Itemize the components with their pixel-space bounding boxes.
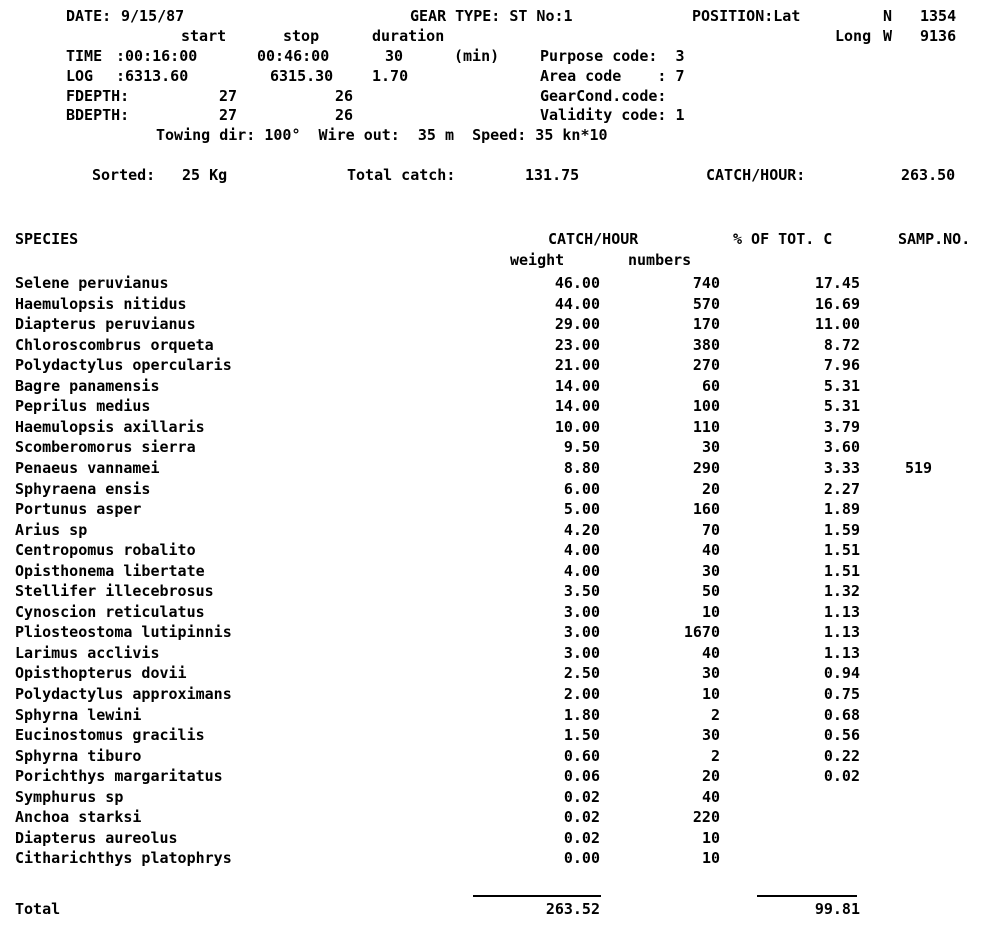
percent-value: 3.79	[823, 418, 860, 436]
numbers-value: 30	[701, 726, 720, 744]
numbers-column-header: numbers	[628, 251, 692, 269]
time-duration: 30	[385, 47, 404, 65]
species-name: Peprilus medius	[15, 397, 151, 415]
percent-value: 1.51	[823, 562, 860, 580]
column-start-label: start	[181, 27, 227, 45]
percent-value: 5.31	[823, 377, 860, 395]
percent-value: 0.56	[823, 726, 860, 744]
weight-value: 2.00	[563, 685, 600, 703]
log-start: :6313.60	[116, 67, 189, 85]
area-code: Area code : 7	[540, 67, 685, 85]
species-column-header: SPECIES	[15, 230, 79, 248]
percent-value: 1.13	[823, 603, 860, 621]
percent-value: 17.45	[814, 274, 860, 292]
total-catch-label: Total catch:	[347, 166, 456, 184]
weight-value: 6.00	[563, 480, 600, 498]
numbers-value: 2	[710, 747, 720, 765]
weight-value: 44.00	[554, 295, 600, 313]
weight-value: 5.00	[563, 500, 600, 518]
weight-value: 4.00	[563, 562, 600, 580]
gear-cond-code: GearCond.code:	[540, 87, 667, 105]
weight-value: 3.00	[563, 644, 600, 662]
percent-value: 0.02	[823, 767, 860, 785]
species-name: Sphyrna lewini	[15, 706, 142, 724]
numbers-value: 10	[701, 685, 720, 703]
bdepth-stop: 26	[335, 106, 354, 124]
position-label: POSITION:Lat	[692, 7, 801, 25]
column-stop-label: stop	[283, 27, 320, 45]
weight-value: 14.00	[554, 377, 600, 395]
weight-value: 1.50	[563, 726, 600, 744]
total-label: Total	[15, 900, 61, 918]
catch-hour-value: 263.50	[901, 166, 956, 184]
numbers-value: 740	[692, 274, 720, 292]
species-name: Polydactylus approximans	[15, 685, 232, 703]
weight-value: 9.50	[563, 438, 600, 456]
percent-total-rule	[757, 895, 857, 897]
species-name: Centropomus robalito	[15, 541, 196, 559]
species-name: Scomberomorus sierra	[15, 438, 196, 456]
species-name: Cynoscion reticulatus	[15, 603, 205, 621]
sample-number-column-header: SAMP.NO.	[898, 230, 971, 248]
log-label: LOG	[66, 67, 94, 85]
percent-value: 8.72	[823, 336, 860, 354]
numbers-value: 20	[701, 767, 720, 785]
species-name: Opisthopterus dovii	[15, 664, 187, 682]
numbers-value: 60	[701, 377, 720, 395]
validity-code: Validity code: 1	[540, 106, 685, 124]
percent-value: 1.89	[823, 500, 860, 518]
numbers-value: 10	[701, 829, 720, 847]
species-name: Arius sp	[15, 521, 88, 539]
species-name: Portunus asper	[15, 500, 142, 518]
species-name: Diapterus aureolus	[15, 829, 178, 847]
date-value: 9/15/87	[121, 7, 185, 25]
numbers-value: 110	[692, 418, 720, 436]
species-name: Selene peruvianus	[15, 274, 169, 292]
numbers-value: 30	[701, 438, 720, 456]
weight-value: 23.00	[554, 336, 600, 354]
species-name: Pliosteostoma lutipinnis	[15, 623, 232, 641]
numbers-value: 380	[692, 336, 720, 354]
weight-value: 0.06	[563, 767, 600, 785]
species-name: Diapterus peruvianus	[15, 315, 196, 333]
percent-value: 3.60	[823, 438, 860, 456]
weight-value: 0.02	[563, 829, 600, 847]
numbers-value: 50	[701, 582, 720, 600]
lat-hemisphere: N	[883, 7, 893, 25]
time-start: :00:16:00	[116, 47, 198, 65]
bdepth-start: 27	[219, 106, 238, 124]
numbers-value: 160	[692, 500, 720, 518]
species-name: Citharichthys platophrys	[15, 849, 232, 867]
catch-hour-column-header: CATCH/HOUR	[548, 230, 639, 248]
log-stop: 6315.30	[270, 67, 334, 85]
bdepth-label: BDEPTH:	[66, 106, 130, 124]
fdepth-label: FDEPTH:	[66, 87, 130, 105]
weight-column-header: weight	[510, 251, 565, 269]
weight-value: 0.02	[563, 808, 600, 826]
species-name: Sphyraena ensis	[15, 480, 151, 498]
percent-value: 16.69	[814, 295, 860, 313]
species-name: Haemulopsis nitidus	[15, 295, 187, 313]
percent-value: 11.00	[814, 315, 860, 333]
weight-value: 14.00	[554, 397, 600, 415]
towing-line: Towing dir: 100° Wire out: 35 m Speed: 35 kn*10	[156, 126, 608, 144]
weight-value: 8.80	[563, 459, 600, 477]
species-name: Penaeus vannamei	[15, 459, 160, 477]
percent-value: 1.13	[823, 644, 860, 662]
weight-value: 4.00	[563, 541, 600, 559]
time-label: TIME	[66, 47, 103, 65]
weight-value: 10.00	[554, 418, 600, 436]
numbers-value: 10	[701, 603, 720, 621]
fdepth-stop: 26	[335, 87, 354, 105]
long-label: Long	[835, 27, 872, 45]
numbers-value: 30	[701, 562, 720, 580]
numbers-value: 10	[701, 849, 720, 867]
percent-value: 1.51	[823, 541, 860, 559]
sorted-label: Sorted:	[92, 166, 156, 184]
total-catch-value: 131.75	[525, 166, 580, 184]
numbers-value: 40	[701, 541, 720, 559]
total-weight: 263.52	[545, 900, 600, 918]
percent-value: 3.33	[823, 459, 860, 477]
species-name: Sphyrna tiburo	[15, 747, 142, 765]
numbers-value: 1670	[683, 623, 720, 641]
numbers-value: 100	[692, 397, 720, 415]
weight-value: 46.00	[554, 274, 600, 292]
percent-value: 1.59	[823, 521, 860, 539]
percent-value: 2.27	[823, 480, 860, 498]
numbers-value: 220	[692, 808, 720, 826]
species-name: Stellifer illecebrosus	[15, 582, 214, 600]
species-name: Opisthonema libertate	[15, 562, 205, 580]
weight-value: 1.80	[563, 706, 600, 724]
percent-column-header: % OF TOT. C	[733, 230, 833, 248]
weight-value: 21.00	[554, 356, 600, 374]
column-duration-label: duration	[372, 27, 445, 45]
numbers-value: 40	[701, 644, 720, 662]
species-name: Porichthys margaritatus	[15, 767, 223, 785]
percent-value: 0.75	[823, 685, 860, 703]
date-label: DATE:	[66, 7, 112, 25]
long-value: 9136	[920, 27, 957, 45]
weight-value: 3.50	[563, 582, 600, 600]
species-name: Chloroscombrus orqueta	[15, 336, 214, 354]
log-duration: 1.70	[372, 67, 409, 85]
species-name: Anchoa starksi	[15, 808, 142, 826]
weight-value: 0.00	[563, 849, 600, 867]
numbers-value: 270	[692, 356, 720, 374]
percent-value: 5.31	[823, 397, 860, 415]
weight-value: 3.00	[563, 603, 600, 621]
percent-value: 0.94	[823, 664, 860, 682]
species-name: Symphurus sp	[15, 788, 124, 806]
weight-value: 0.60	[563, 747, 600, 765]
species-name: Polydactylus opercularis	[15, 356, 232, 374]
numbers-value: 570	[692, 295, 720, 313]
long-hemisphere: W	[883, 27, 893, 45]
weight-value: 29.00	[554, 315, 600, 333]
weight-total-rule	[473, 895, 601, 897]
percent-value: 1.32	[823, 582, 860, 600]
percent-value: 7.96	[823, 356, 860, 374]
time-unit: (min)	[454, 47, 500, 65]
percent-value: 0.22	[823, 747, 860, 765]
numbers-value: 40	[701, 788, 720, 806]
numbers-value: 30	[701, 664, 720, 682]
gear-type: GEAR TYPE: ST No:1	[410, 7, 573, 25]
fdepth-start: 27	[219, 87, 238, 105]
percent-value: 0.68	[823, 706, 860, 724]
numbers-value: 170	[692, 315, 720, 333]
weight-value: 2.50	[563, 664, 600, 682]
total-percent: 99.81	[814, 900, 860, 918]
weight-value: 0.02	[563, 788, 600, 806]
species-name: Larimus acclivis	[15, 644, 160, 662]
species-name: Eucinostomus gracilis	[15, 726, 205, 744]
weight-value: 3.00	[563, 623, 600, 641]
numbers-value: 2	[710, 706, 720, 724]
purpose-code: Purpose code: 3	[540, 47, 685, 65]
weight-value: 4.20	[563, 521, 600, 539]
time-stop: 00:46:00	[257, 47, 330, 65]
species-name: Bagre panamensis	[15, 377, 160, 395]
percent-value: 1.13	[823, 623, 860, 641]
sorted-value: 25 Kg	[182, 166, 228, 184]
numbers-value: 290	[692, 459, 720, 477]
species-name: Haemulopsis axillaris	[15, 418, 205, 436]
lat-value: 1354	[920, 7, 957, 25]
sample-number: 519	[905, 459, 933, 477]
numbers-value: 20	[701, 480, 720, 498]
numbers-value: 70	[701, 521, 720, 539]
catch-hour-label: CATCH/HOUR:	[706, 166, 806, 184]
